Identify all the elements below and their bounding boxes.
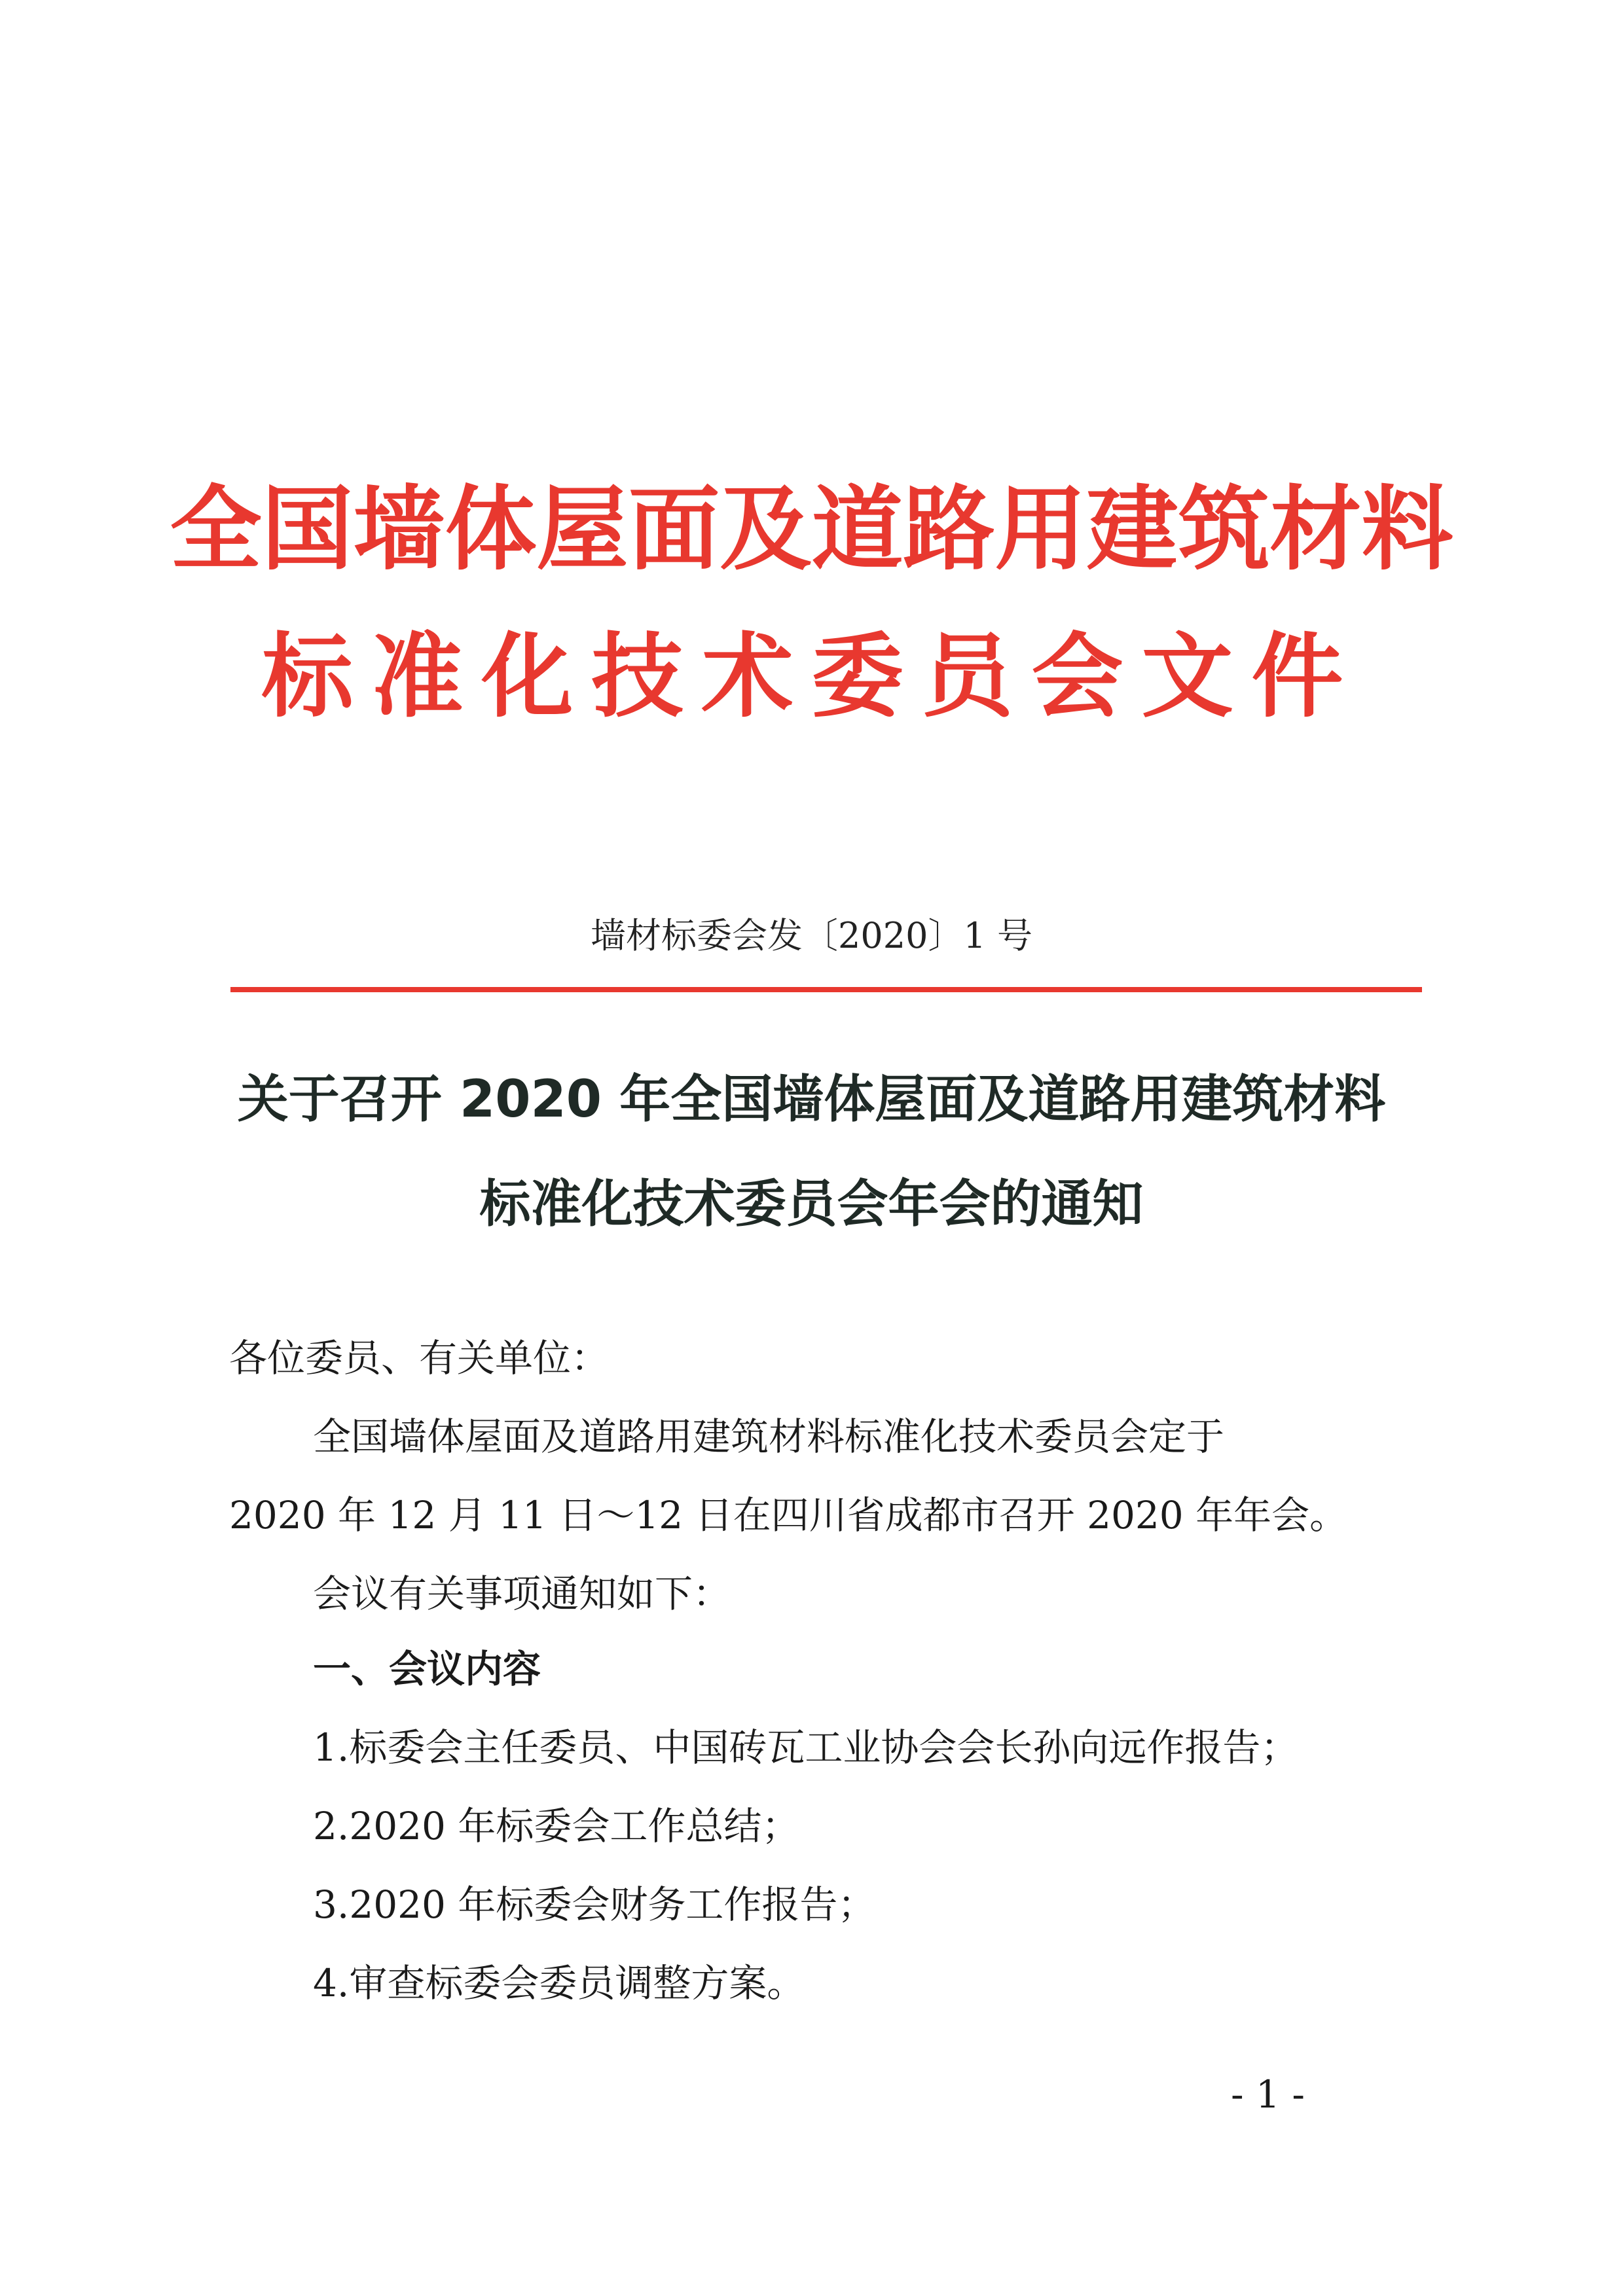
section-1-heading: 一、会议内容 [313,1647,541,1691]
paragraph-1-line-1: 全国墙体屋面及道路用建筑材料标准化技术委员会定于 [313,1414,1225,1459]
list-item-1: 1.标委会主任委员、中国砖瓦工业协会会长孙向远作报告； [313,1725,1299,1770]
notice-title-line-1: 关于召开 2020 年全国墙体屋面及道路用建筑材料 [237,1070,1386,1129]
list-item-4: 4.审查标委会委员调整方案。 [313,1961,805,2005]
list-item-3: 3.2020 年标委会财务工作报告； [313,1882,876,1927]
paragraph-2: 会议有关事项通知如下： [313,1571,731,1616]
page-number: - 1 - [1231,2072,1305,2117]
document-header-line-1: 全国墙体屋面及道路用建筑材料 [170,476,1453,583]
red-divider-line [230,987,1422,992]
document-header-line-2: 标准化技术委员会文件 [261,624,1362,730]
salutation: 各位委员、有关单位： [229,1336,610,1380]
notice-title-line-2: 标准化技术委员会年会的通知 [479,1175,1144,1234]
list-item-2: 2.2020 年标委会工作总结； [313,1804,800,1848]
paragraph-1-line-2: 2020 年 12 月 11 日～12 日在四川省成都市召开 2020 年年会。 [229,1493,1348,1537]
document-number: 墙材标委会发〔2020〕1 号 [591,915,1032,956]
